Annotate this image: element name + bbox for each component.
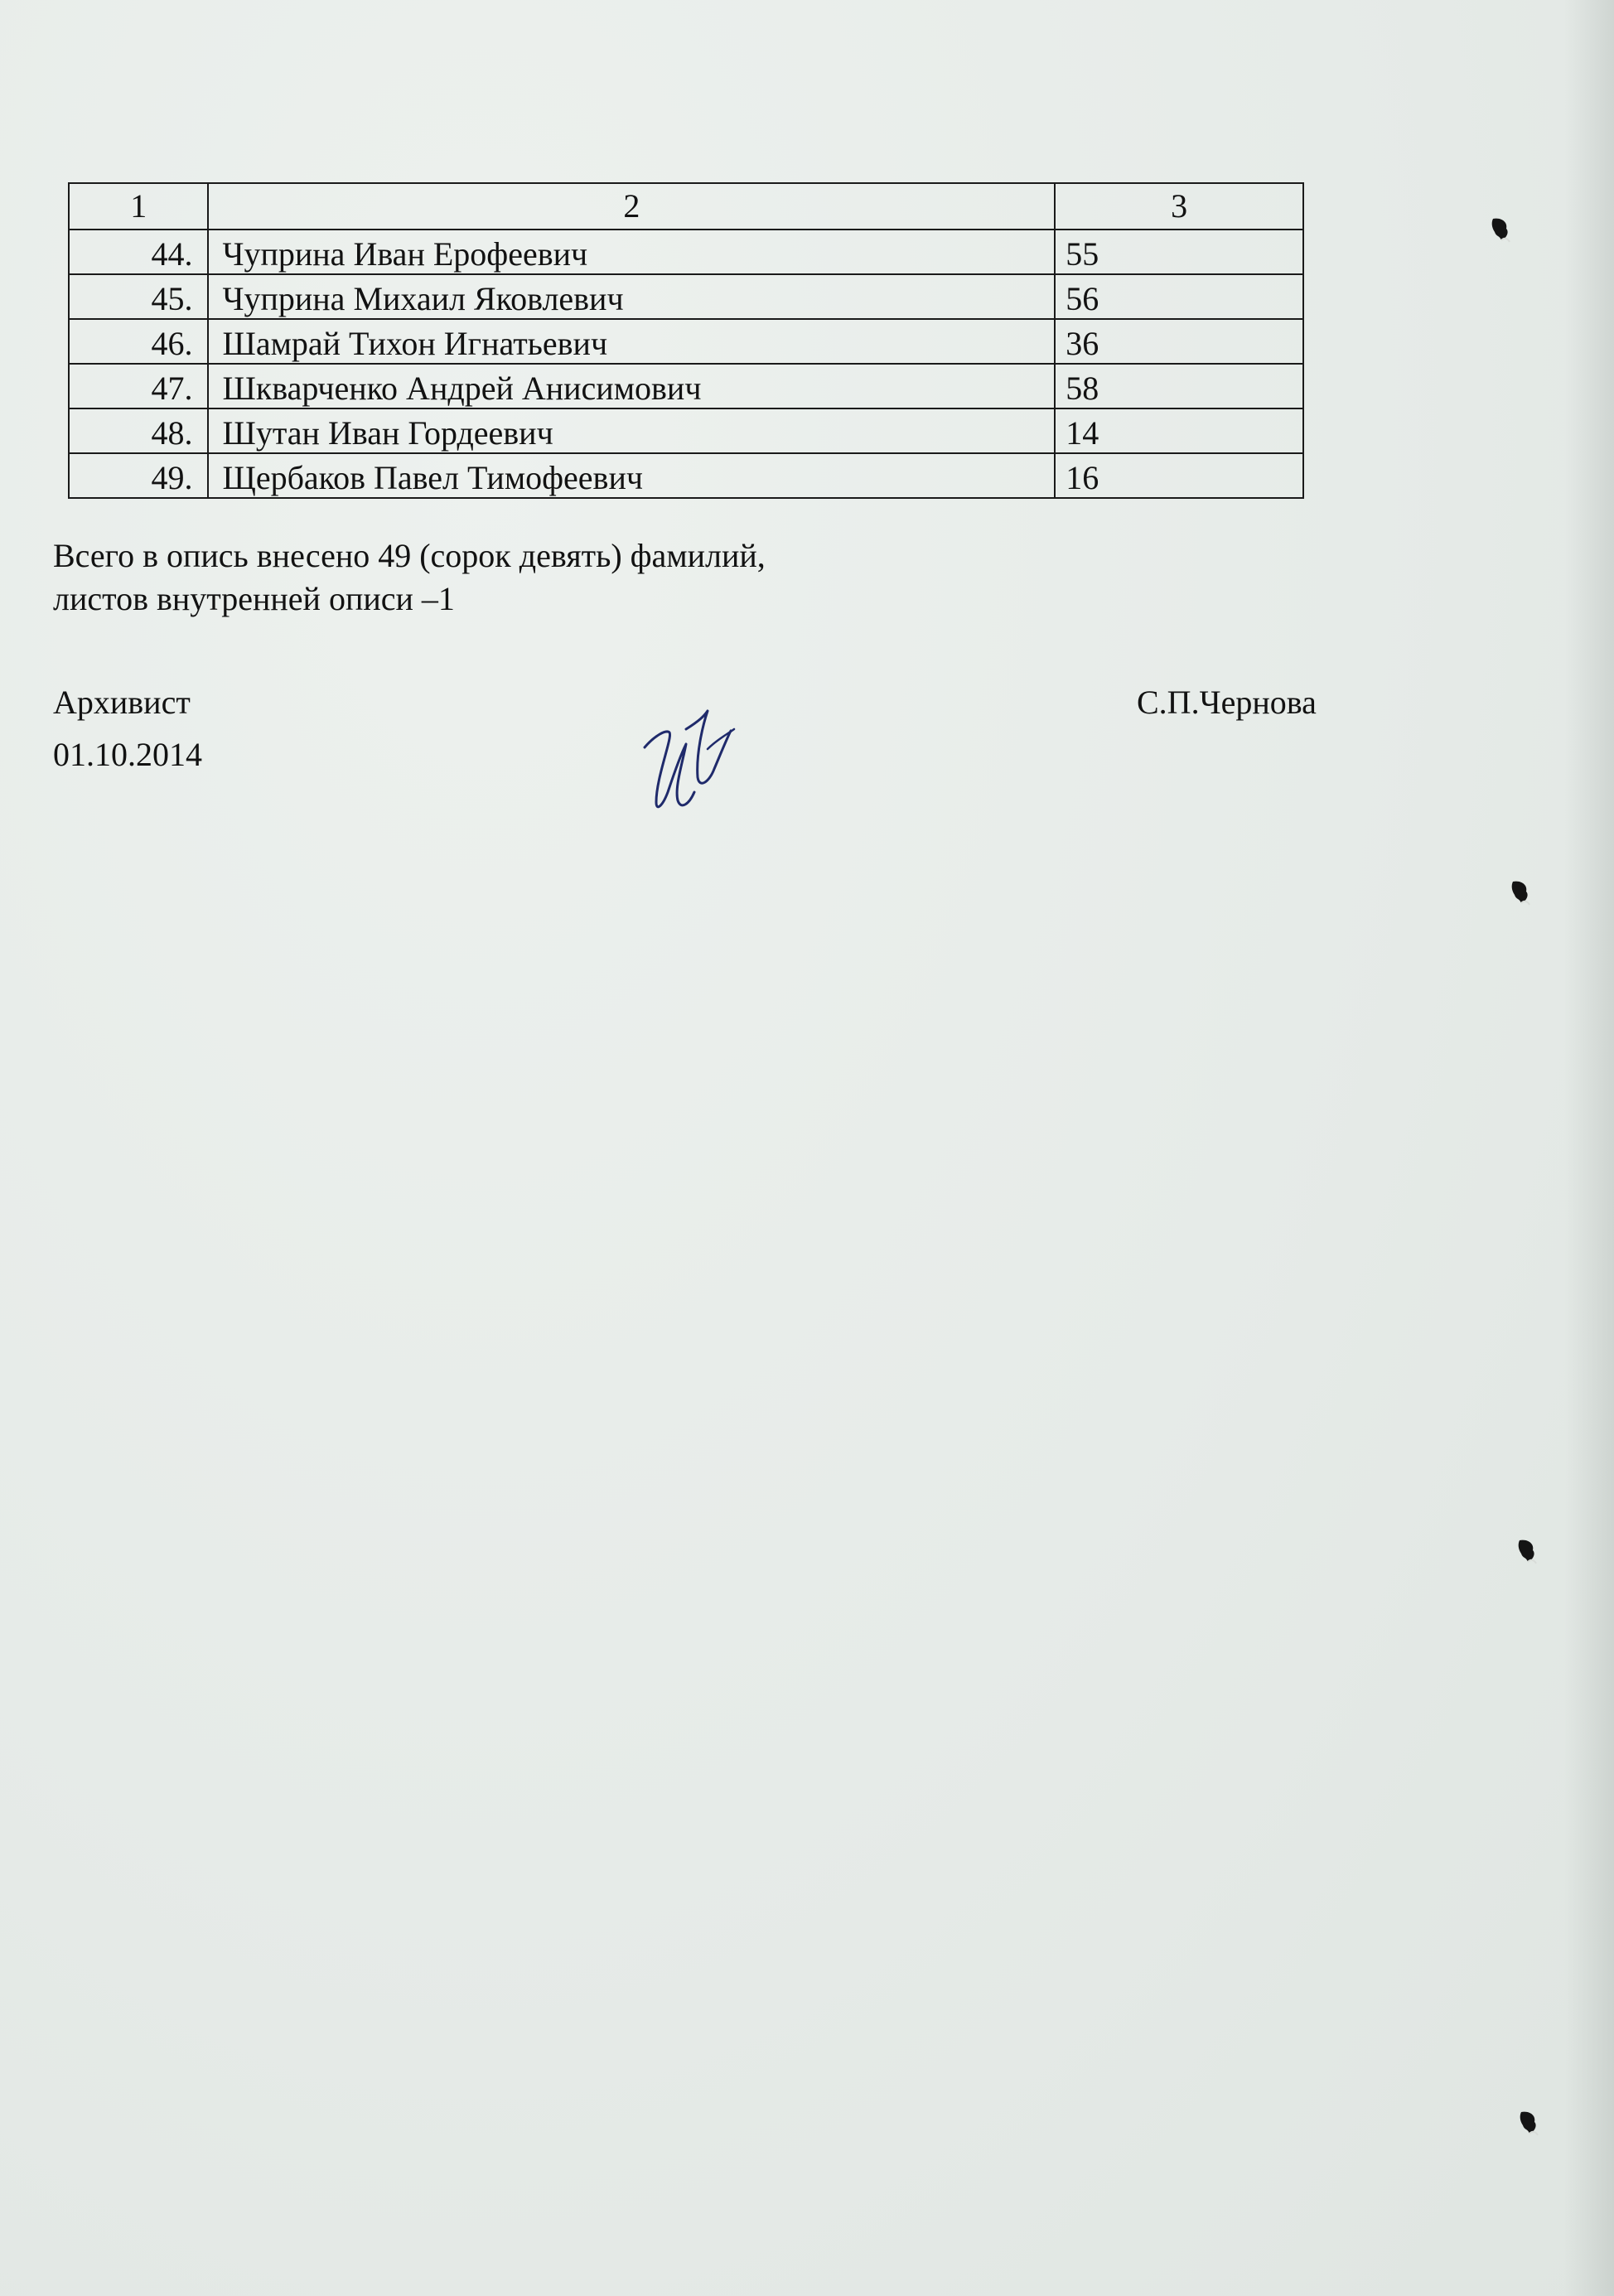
row-name: Чуприна Михаил Яковлевич xyxy=(208,274,1055,319)
row-number: 44. xyxy=(69,230,208,274)
row-sheet: 36 xyxy=(1055,319,1303,364)
row-number: 47. xyxy=(69,364,208,408)
row-number: 48. xyxy=(69,408,208,453)
row-number: 49. xyxy=(69,453,208,498)
row-sheet: 16 xyxy=(1055,453,1303,498)
row-name: Щербаков Павел Тимофеевич xyxy=(208,453,1055,498)
row-name: Шутан Иван Гордеевич xyxy=(208,408,1055,453)
table-row xyxy=(69,274,1303,319)
inventory-table xyxy=(68,182,1304,499)
row-number: 45. xyxy=(69,274,208,319)
row-name: Шкварченко Андрей Анисимович xyxy=(208,364,1055,408)
archivist-role: Архивист xyxy=(53,684,191,721)
binder-hole-1 xyxy=(1490,215,1511,244)
row-number: 46. xyxy=(69,319,208,364)
column-header-sheet: 3 xyxy=(1055,183,1303,230)
row-sheet: 55 xyxy=(1055,230,1303,274)
table-row xyxy=(69,453,1303,498)
table-row xyxy=(69,319,1303,364)
table-row xyxy=(69,230,1303,274)
row-name: Чуприна Иван Ерофеевич xyxy=(208,230,1055,274)
binder-hole-4 xyxy=(1518,2109,1539,2137)
archivist-block xyxy=(53,676,202,781)
handwritten-signature xyxy=(638,696,746,820)
page-edge-shadow xyxy=(1564,0,1614,2296)
column-header-name: 2 xyxy=(208,183,1055,230)
table-row xyxy=(69,364,1303,408)
summary-line-sheets: листов внутренней описи –1 xyxy=(53,580,455,617)
table-row xyxy=(69,408,1303,453)
row-name: Шамрай Тихон Игнатьевич xyxy=(208,319,1055,364)
binder-hole-2 xyxy=(1510,878,1531,906)
summary-line-total: Всего в опись внесено 49 (сорок девять) фамилий, xyxy=(53,537,766,574)
row-sheet: 14 xyxy=(1055,408,1303,453)
binder-hole-3 xyxy=(1516,1537,1538,1565)
table-header-row xyxy=(69,183,1303,230)
column-header-number: 1 xyxy=(69,183,208,230)
signer-name: С.П.Чернова xyxy=(1137,684,1317,721)
row-sheet: 58 xyxy=(1055,364,1303,408)
archivist-date: 01.10.2014 xyxy=(53,736,202,773)
row-sheet: 56 xyxy=(1055,274,1303,319)
summary-block xyxy=(53,534,766,621)
